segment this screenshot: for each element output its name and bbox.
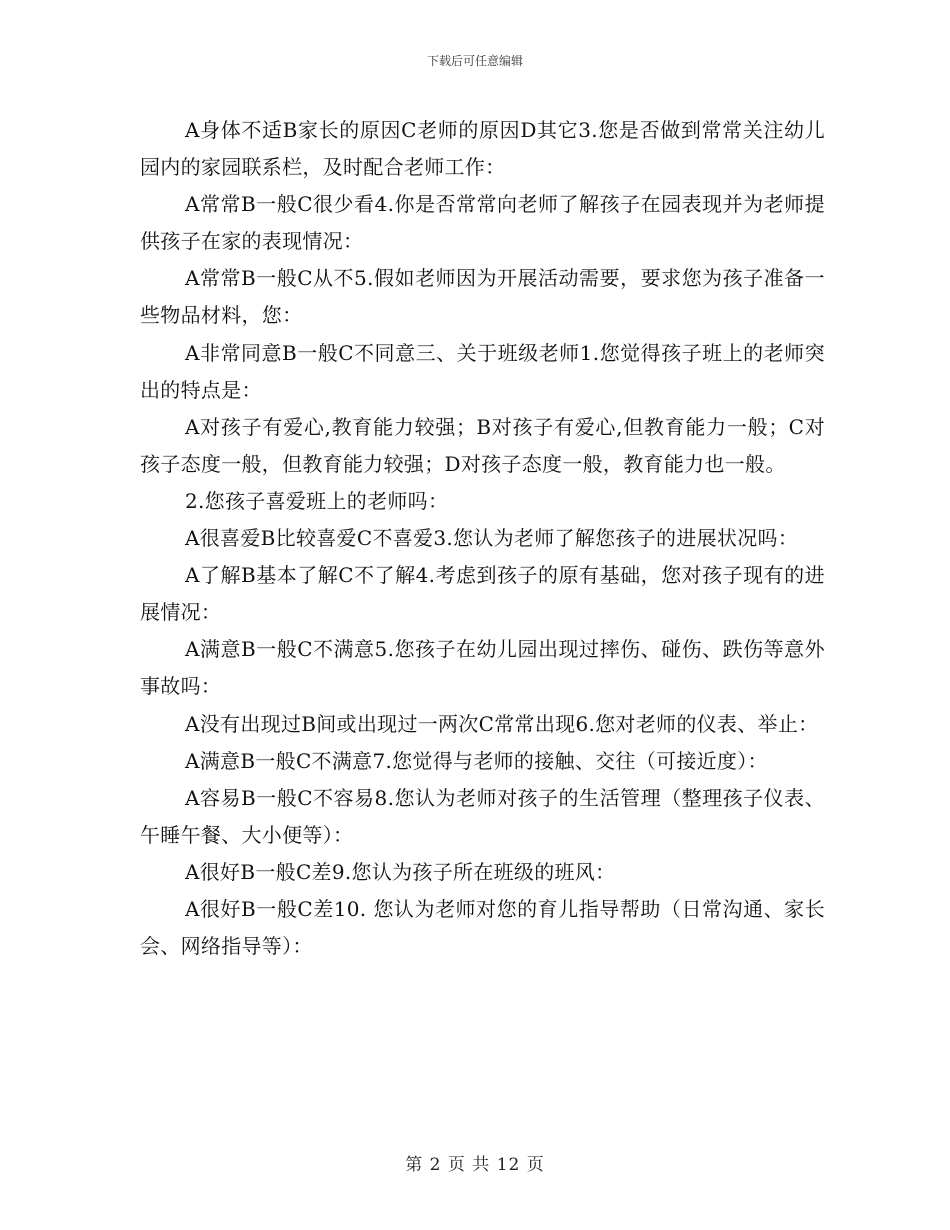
page-number-footer: 第 2 页 共 12 页 [405,1155,545,1175]
paragraph-8: A了解B基本了解C不了解4.考虑到孩子的原有基础，您对孩子现有的进展情况： [140,563,825,625]
paragraph-5: A对孩子有爱心,教育能力较强；B对孩子有爱心,但教育能力一般；C对孩子态度一般，但教育能力较强；D对孩子态度一般，教育能力也一般。 [140,414,825,476]
paragraph-13: A很好B一般C差9.您认为孩子所在班级的班风： [185,859,616,884]
paragraph-14: A很好B一般C差10. 您认为老师对您的育儿指导帮助（日常沟通、家长会、网络指导等）： [140,896,825,959]
page-header: 下载后可任意编辑 [426,54,523,68]
paragraph-3: A常常B一般C从不5.假如老师因为开展活动需要，要求您为孩子准备一些物品材料，您： [140,266,825,328]
paragraph-6: 2.您孩子喜爱班上的老师吗： [185,488,449,513]
paragraph-2: A常常B一般C很少看4.你是否常常向老师了解孩子在园表现并为老师提供孩子在家的表现情况： [140,192,825,254]
paragraph-10: A没有出现过B间或出现过一两次C常常出现6.您对老师的仪表、举止： [185,711,819,736]
paragraph-12: A容易B一般C不容易8.您认为老师对孩子的生活管理（整理孩子仪表、午睡午餐、大小便等）： [140,785,825,847]
paragraph-11: A满意B一般C不满意7.您觉得与老师的接触、交往（可接近度）： [185,748,768,773]
paragraph-7: A很喜爱B比较喜爱C不喜爱3.您认为老师了解您孩子的进展状况吗： [185,526,799,551]
paragraph-4: A非常同意B一般C不同意三、关于班级老师1.您觉得孩子班上的老师突出的特点是： [140,340,825,402]
paragraph-1: A身体不适B家长的原因C老师的原因D其它3.您是否做到常常关注幼儿园内的家园联系栏，及时配合老师工作： [140,118,825,180]
document-body [140,112,825,965]
paragraph-9: A满意B一般C不满意5.您孩子在幼儿园出现过摔伤、碰伤、跌伤等意外事故吗： [140,637,825,699]
